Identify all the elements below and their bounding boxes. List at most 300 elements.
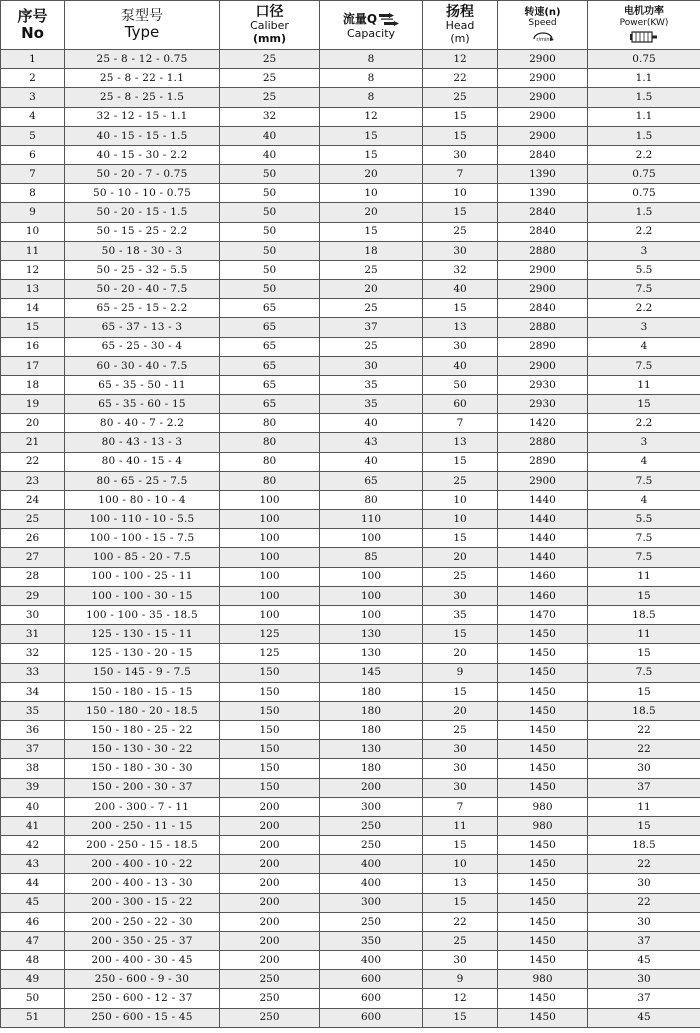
- speed-cell: 2930: [498, 375, 588, 394]
- head-cell: 13: [423, 874, 498, 893]
- head-cell: 15: [423, 299, 498, 318]
- row-no-cell: 25: [1, 510, 65, 529]
- power-cell: 11: [588, 797, 700, 816]
- caliber-cell: 32: [220, 107, 320, 126]
- pump-type-cell: 100 - 110 - 10 - 5.5: [65, 510, 220, 529]
- caliber-cell: 200: [220, 874, 320, 893]
- header-capacity: [320, 1, 423, 50]
- capacity-cell: 300: [320, 797, 423, 816]
- power-cell: 5.5: [588, 510, 700, 529]
- table-row: [1, 395, 700, 414]
- row-no-cell: 16: [1, 337, 65, 356]
- caliber-cell: 100: [220, 605, 320, 624]
- capacity-cell: 18: [320, 241, 423, 260]
- capacity-cell: 25: [320, 337, 423, 356]
- capacity-cell: 600: [320, 970, 423, 989]
- head-cell: 9: [423, 970, 498, 989]
- table-row: [1, 337, 700, 356]
- head-cell: 7: [423, 414, 498, 433]
- power-cell: 22: [588, 855, 700, 874]
- caliber-cell: 25: [220, 69, 320, 88]
- table-row: [1, 874, 700, 893]
- pump-type-cell: 150 - 180 - 25 - 22: [65, 721, 220, 740]
- head-cell: 30: [423, 951, 498, 970]
- pump-type-cell: 150 - 180 - 20 - 18.5: [65, 701, 220, 720]
- pump-type-cell: 25 - 8 - 22 - 1.1: [65, 69, 220, 88]
- row-no-cell: 40: [1, 797, 65, 816]
- speed-cell: 1450: [498, 721, 588, 740]
- capacity-cell: 250: [320, 912, 423, 931]
- capacity-cell: 100: [320, 529, 423, 548]
- table-row: [1, 50, 700, 69]
- caliber-cell: 150: [220, 778, 320, 797]
- head-cell: 15: [423, 625, 498, 644]
- speed-cell: 1460: [498, 586, 588, 605]
- capacity-cell: 80: [320, 490, 423, 509]
- header-no: [1, 1, 65, 50]
- row-no-cell: 21: [1, 433, 65, 452]
- capacity-cell: 180: [320, 701, 423, 720]
- row-no-cell: 51: [1, 1008, 65, 1027]
- power-cell: 1.5: [588, 203, 700, 222]
- power-cell: 7.5: [588, 529, 700, 548]
- header-power: [588, 1, 700, 50]
- header-power-en: Power(KW): [619, 17, 669, 28]
- capacity-cell: 10: [320, 184, 423, 203]
- row-no-cell: 29: [1, 586, 65, 605]
- caliber-cell: 125: [220, 625, 320, 644]
- caliber-cell: 65: [220, 318, 320, 337]
- table-row: [1, 663, 700, 682]
- head-cell: 20: [423, 701, 498, 720]
- capacity-cell: 400: [320, 855, 423, 874]
- power-cell: 45: [588, 951, 700, 970]
- speed-cell: 1450: [498, 759, 588, 778]
- speed-cell: 1390: [498, 165, 588, 184]
- power-cell: 37: [588, 989, 700, 1008]
- pump-type-cell: 65 - 35 - 60 - 15: [65, 395, 220, 414]
- speed-cell: 2840: [498, 222, 588, 241]
- speed-cell: 1450: [498, 663, 588, 682]
- speed-cell: 2900: [498, 107, 588, 126]
- row-no-cell: 11: [1, 241, 65, 260]
- speed-cell: 1450: [498, 855, 588, 874]
- pump-type-cell: 200 - 300 - 7 - 11: [65, 797, 220, 816]
- head-cell: 30: [423, 337, 498, 356]
- power-cell: 15: [588, 816, 700, 835]
- header-speed-en: Speed: [528, 18, 557, 29]
- caliber-cell: 65: [220, 299, 320, 318]
- caliber-cell: 150: [220, 663, 320, 682]
- caliber-cell: 50: [220, 165, 320, 184]
- head-cell: 30: [423, 241, 498, 260]
- pump-type-cell: 100 - 85 - 20 - 7.5: [65, 548, 220, 567]
- caliber-cell: 40: [220, 126, 320, 145]
- capacity-cell: 300: [320, 893, 423, 912]
- head-cell: 40: [423, 280, 498, 299]
- speed-cell: 1460: [498, 567, 588, 586]
- capacity-cell: 85: [320, 548, 423, 567]
- head-cell: 15: [423, 452, 498, 471]
- caliber-cell: 200: [220, 816, 320, 835]
- speed-cell: 1450: [498, 682, 588, 701]
- power-cell: 7.5: [588, 280, 700, 299]
- table-header: [1, 1, 700, 50]
- header-speed-cn: 转速(n): [524, 6, 561, 18]
- caliber-cell: 150: [220, 721, 320, 740]
- header-head-en: Head: [445, 19, 475, 33]
- row-no-cell: 15: [1, 318, 65, 337]
- head-cell: 12: [423, 989, 498, 1008]
- table-row: [1, 701, 700, 720]
- speed-cell: 1390: [498, 184, 588, 203]
- speed-cell: 2900: [498, 280, 588, 299]
- capacity-cell: 65: [320, 471, 423, 490]
- row-no-cell: 14: [1, 299, 65, 318]
- power-cell: 18.5: [588, 836, 700, 855]
- pump-type-cell: 65 - 25 - 15 - 2.2: [65, 299, 220, 318]
- caliber-cell: 65: [220, 356, 320, 375]
- pump-type-cell: 250 - 600 - 15 - 45: [65, 1008, 220, 1027]
- capacity-cell: 250: [320, 836, 423, 855]
- head-cell: 22: [423, 912, 498, 931]
- caliber-cell: 100: [220, 548, 320, 567]
- head-cell: 25: [423, 721, 498, 740]
- caliber-cell: 50: [220, 184, 320, 203]
- header-capacity-cn: 流量Q: [342, 12, 378, 27]
- capacity-cell: 8: [320, 50, 423, 69]
- header-type-cn: 泵型号: [121, 8, 163, 25]
- power-cell: 2.2: [588, 145, 700, 164]
- power-cell: 30: [588, 874, 700, 893]
- speed-cell: 1450: [498, 740, 588, 759]
- table-row: [1, 893, 700, 912]
- pump-type-cell: 100 - 100 - 35 - 18.5: [65, 605, 220, 624]
- power-cell: 1.1: [588, 107, 700, 126]
- head-cell: 30: [423, 740, 498, 759]
- speed-cell: 1450: [498, 1008, 588, 1027]
- row-no-cell: 26: [1, 529, 65, 548]
- speed-cell: 1440: [498, 529, 588, 548]
- pump-type-cell: 32 - 12 - 15 - 1.1: [65, 107, 220, 126]
- caliber-cell: 200: [220, 912, 320, 931]
- capacity-cell: 30: [320, 356, 423, 375]
- header-head: [423, 1, 498, 50]
- header-speed: [498, 1, 588, 50]
- row-no-cell: 44: [1, 874, 65, 893]
- pump-type-cell: 125 - 130 - 15 - 11: [65, 625, 220, 644]
- table-row: [1, 184, 700, 203]
- power-cell: 30: [588, 970, 700, 989]
- power-cell: 0.75: [588, 50, 700, 69]
- table-row: [1, 759, 700, 778]
- caliber-cell: 80: [220, 471, 320, 490]
- capacity-cell: 130: [320, 740, 423, 759]
- pump-type-cell: 150 - 200 - 30 - 37: [65, 778, 220, 797]
- header-no-cn: 序号: [17, 6, 48, 25]
- pump-type-cell: 60 - 30 - 40 - 7.5: [65, 356, 220, 375]
- header-row: [1, 1, 700, 50]
- caliber-cell: 100: [220, 510, 320, 529]
- caliber-cell: 200: [220, 836, 320, 855]
- table-row: [1, 107, 700, 126]
- caliber-cell: 150: [220, 682, 320, 701]
- speed-cell: 2900: [498, 69, 588, 88]
- pump-type-cell: 250 - 600 - 9 - 30: [65, 970, 220, 989]
- table-row: [1, 452, 700, 471]
- power-cell: 45: [588, 1008, 700, 1027]
- power-cell: 3: [588, 318, 700, 337]
- pump-type-cell: 50 - 10 - 10 - 0.75: [65, 184, 220, 203]
- power-cell: 3: [588, 433, 700, 452]
- table-row: [1, 356, 700, 375]
- row-no-cell: 38: [1, 759, 65, 778]
- head-cell: 20: [423, 548, 498, 567]
- table-row: [1, 721, 700, 740]
- pump-type-cell: 50 - 20 - 40 - 7.5: [65, 280, 220, 299]
- caliber-cell: 200: [220, 931, 320, 950]
- row-no-cell: 13: [1, 280, 65, 299]
- capacity-cell: 145: [320, 663, 423, 682]
- caliber-cell: 250: [220, 970, 320, 989]
- power-cell: 7.5: [588, 356, 700, 375]
- table-body: [1, 50, 700, 1028]
- caliber-cell: 50: [220, 241, 320, 260]
- pump-type-cell: 80 - 65 - 25 - 7.5: [65, 471, 220, 490]
- header-caliber: [220, 1, 320, 50]
- speed-cell: 1450: [498, 644, 588, 663]
- pump-type-cell: 100 - 80 - 10 - 4: [65, 490, 220, 509]
- power-cell: 4: [588, 490, 700, 509]
- pump-type-cell: 200 - 400 - 13 - 30: [65, 874, 220, 893]
- capacity-cell: 250: [320, 816, 423, 835]
- table-row: [1, 510, 700, 529]
- caliber-cell: 25: [220, 88, 320, 107]
- header-capacity-title: [343, 13, 399, 27]
- pump-type-cell: 80 - 43 - 13 - 3: [65, 433, 220, 452]
- speed-cell: 2900: [498, 260, 588, 279]
- header-capacity-en: Capacity: [346, 26, 396, 40]
- capacity-cell: 40: [320, 452, 423, 471]
- head-cell: 13: [423, 318, 498, 337]
- caliber-cell: 125: [220, 644, 320, 663]
- speed-cell: 2900: [498, 88, 588, 107]
- header-type: [65, 1, 220, 50]
- power-cell: 7.5: [588, 663, 700, 682]
- speed-cell: 1450: [498, 912, 588, 931]
- row-no-cell: 41: [1, 816, 65, 835]
- table-row: [1, 433, 700, 452]
- caliber-cell: 200: [220, 855, 320, 874]
- caliber-cell: 40: [220, 145, 320, 164]
- table-row: [1, 165, 700, 184]
- speed-cell: 2890: [498, 337, 588, 356]
- speed-cell: 2890: [498, 452, 588, 471]
- table-row: [1, 299, 700, 318]
- head-cell: 15: [423, 529, 498, 548]
- row-no-cell: 20: [1, 414, 65, 433]
- head-cell: 9: [423, 663, 498, 682]
- power-cell: 22: [588, 740, 700, 759]
- capacity-cell: 25: [320, 299, 423, 318]
- capacity-cell: 400: [320, 951, 423, 970]
- head-cell: 15: [423, 107, 498, 126]
- pump-type-cell: 150 - 130 - 30 - 22: [65, 740, 220, 759]
- power-cell: 0.75: [588, 165, 700, 184]
- head-cell: 15: [423, 682, 498, 701]
- table-row: [1, 414, 700, 433]
- head-cell: 13: [423, 433, 498, 452]
- capacity-cell: 43: [320, 433, 423, 452]
- row-no-cell: 24: [1, 490, 65, 509]
- pump-type-cell: 200 - 250 - 11 - 15: [65, 816, 220, 835]
- table-row: [1, 88, 700, 107]
- row-no-cell: 12: [1, 260, 65, 279]
- row-no-cell: 50: [1, 989, 65, 1008]
- head-cell: 15: [423, 126, 498, 145]
- speed-cell: 2900: [498, 50, 588, 69]
- head-cell: 7: [423, 797, 498, 816]
- pump-type-cell: 65 - 35 - 50 - 11: [65, 375, 220, 394]
- head-cell: 25: [423, 88, 498, 107]
- caliber-cell: 250: [220, 989, 320, 1008]
- pump-type-cell: 125 - 130 - 20 - 15: [65, 644, 220, 663]
- speed-cell: 1440: [498, 548, 588, 567]
- row-no-cell: 9: [1, 203, 65, 222]
- power-cell: 15: [588, 586, 700, 605]
- table-row: [1, 567, 700, 586]
- head-cell: 15: [423, 836, 498, 855]
- table-row: [1, 951, 700, 970]
- power-cell: 11: [588, 567, 700, 586]
- power-cell: 2.2: [588, 299, 700, 318]
- capacity-cell: 20: [320, 203, 423, 222]
- row-no-cell: 10: [1, 222, 65, 241]
- caliber-cell: 100: [220, 586, 320, 605]
- power-cell: 5.5: [588, 260, 700, 279]
- capacity-cell: 20: [320, 280, 423, 299]
- row-no-cell: 37: [1, 740, 65, 759]
- row-no-cell: 6: [1, 145, 65, 164]
- speed-cell: 2880: [498, 241, 588, 260]
- pump-type-cell: 200 - 350 - 25 - 37: [65, 931, 220, 950]
- capacity-cell: 40: [320, 414, 423, 433]
- row-no-cell: 17: [1, 356, 65, 375]
- speed-cell: 1450: [498, 893, 588, 912]
- table-row: [1, 145, 700, 164]
- speed-cell: 2900: [498, 471, 588, 490]
- power-cell: 1.5: [588, 126, 700, 145]
- pump-type-cell: 150 - 180 - 30 - 30: [65, 759, 220, 778]
- head-cell: 10: [423, 855, 498, 874]
- power-cell: 37: [588, 778, 700, 797]
- speed-cell: 2880: [498, 318, 588, 337]
- power-cell: 0.75: [588, 184, 700, 203]
- table-row: [1, 241, 700, 260]
- caliber-cell: 50: [220, 280, 320, 299]
- head-cell: 60: [423, 395, 498, 414]
- table-row: [1, 1008, 700, 1027]
- capacity-cell: 200: [320, 778, 423, 797]
- row-no-cell: 39: [1, 778, 65, 797]
- capacity-cell: 25: [320, 260, 423, 279]
- caliber-cell: 200: [220, 893, 320, 912]
- power-cell: 4: [588, 452, 700, 471]
- caliber-cell: 150: [220, 701, 320, 720]
- flow-arrows-icon: [379, 13, 399, 27]
- row-no-cell: 48: [1, 951, 65, 970]
- pump-type-cell: 40 - 15 - 30 - 2.2: [65, 145, 220, 164]
- power-cell: 11: [588, 375, 700, 394]
- speed-cell: 1450: [498, 874, 588, 893]
- table-row: [1, 69, 700, 88]
- caliber-cell: 50: [220, 203, 320, 222]
- capacity-cell: 37: [320, 318, 423, 337]
- header-head-cn: 扬程: [446, 4, 474, 21]
- table-row: [1, 280, 700, 299]
- power-cell: 18.5: [588, 701, 700, 720]
- table-row: [1, 855, 700, 874]
- capacity-cell: 100: [320, 586, 423, 605]
- speed-cell: 1450: [498, 836, 588, 855]
- power-cell: 7.5: [588, 471, 700, 490]
- head-cell: 15: [423, 1008, 498, 1027]
- capacity-cell: 100: [320, 567, 423, 586]
- pump-type-cell: 50 - 15 - 25 - 2.2: [65, 222, 220, 241]
- row-no-cell: 46: [1, 912, 65, 931]
- row-no-cell: 1: [1, 50, 65, 69]
- head-cell: 22: [423, 69, 498, 88]
- caliber-cell: 250: [220, 1008, 320, 1027]
- head-cell: 50: [423, 375, 498, 394]
- capacity-cell: 8: [320, 88, 423, 107]
- power-cell: 1.1: [588, 69, 700, 88]
- caliber-cell: 200: [220, 797, 320, 816]
- capacity-cell: 130: [320, 644, 423, 663]
- pump-type-cell: 40 - 15 - 15 - 1.5: [65, 126, 220, 145]
- head-cell: 15: [423, 893, 498, 912]
- capacity-cell: 15: [320, 126, 423, 145]
- head-cell: 25: [423, 931, 498, 950]
- table-row: [1, 222, 700, 241]
- head-cell: 10: [423, 184, 498, 203]
- capacity-cell: 130: [320, 625, 423, 644]
- header-caliber-unit: (mm): [253, 32, 286, 46]
- caliber-cell: 80: [220, 433, 320, 452]
- table-row: [1, 203, 700, 222]
- row-no-cell: 34: [1, 682, 65, 701]
- table-row: [1, 912, 700, 931]
- speed-cell: 1450: [498, 701, 588, 720]
- caliber-cell: 200: [220, 951, 320, 970]
- speed-cell: 980: [498, 797, 588, 816]
- row-no-cell: 2: [1, 69, 65, 88]
- pump-type-cell: 150 - 145 - 9 - 7.5: [65, 663, 220, 682]
- row-no-cell: 45: [1, 893, 65, 912]
- row-no-cell: 42: [1, 836, 65, 855]
- speed-cell: 1420: [498, 414, 588, 433]
- row-no-cell: 30: [1, 605, 65, 624]
- speed-cell: 1440: [498, 490, 588, 509]
- table-row: [1, 644, 700, 663]
- caliber-cell: 150: [220, 740, 320, 759]
- speed-cell: 2840: [498, 203, 588, 222]
- table-row: [1, 989, 700, 1008]
- table-row: [1, 797, 700, 816]
- header-speed-unit: r/min: [535, 37, 550, 44]
- head-cell: 25: [423, 222, 498, 241]
- row-no-cell: 47: [1, 931, 65, 950]
